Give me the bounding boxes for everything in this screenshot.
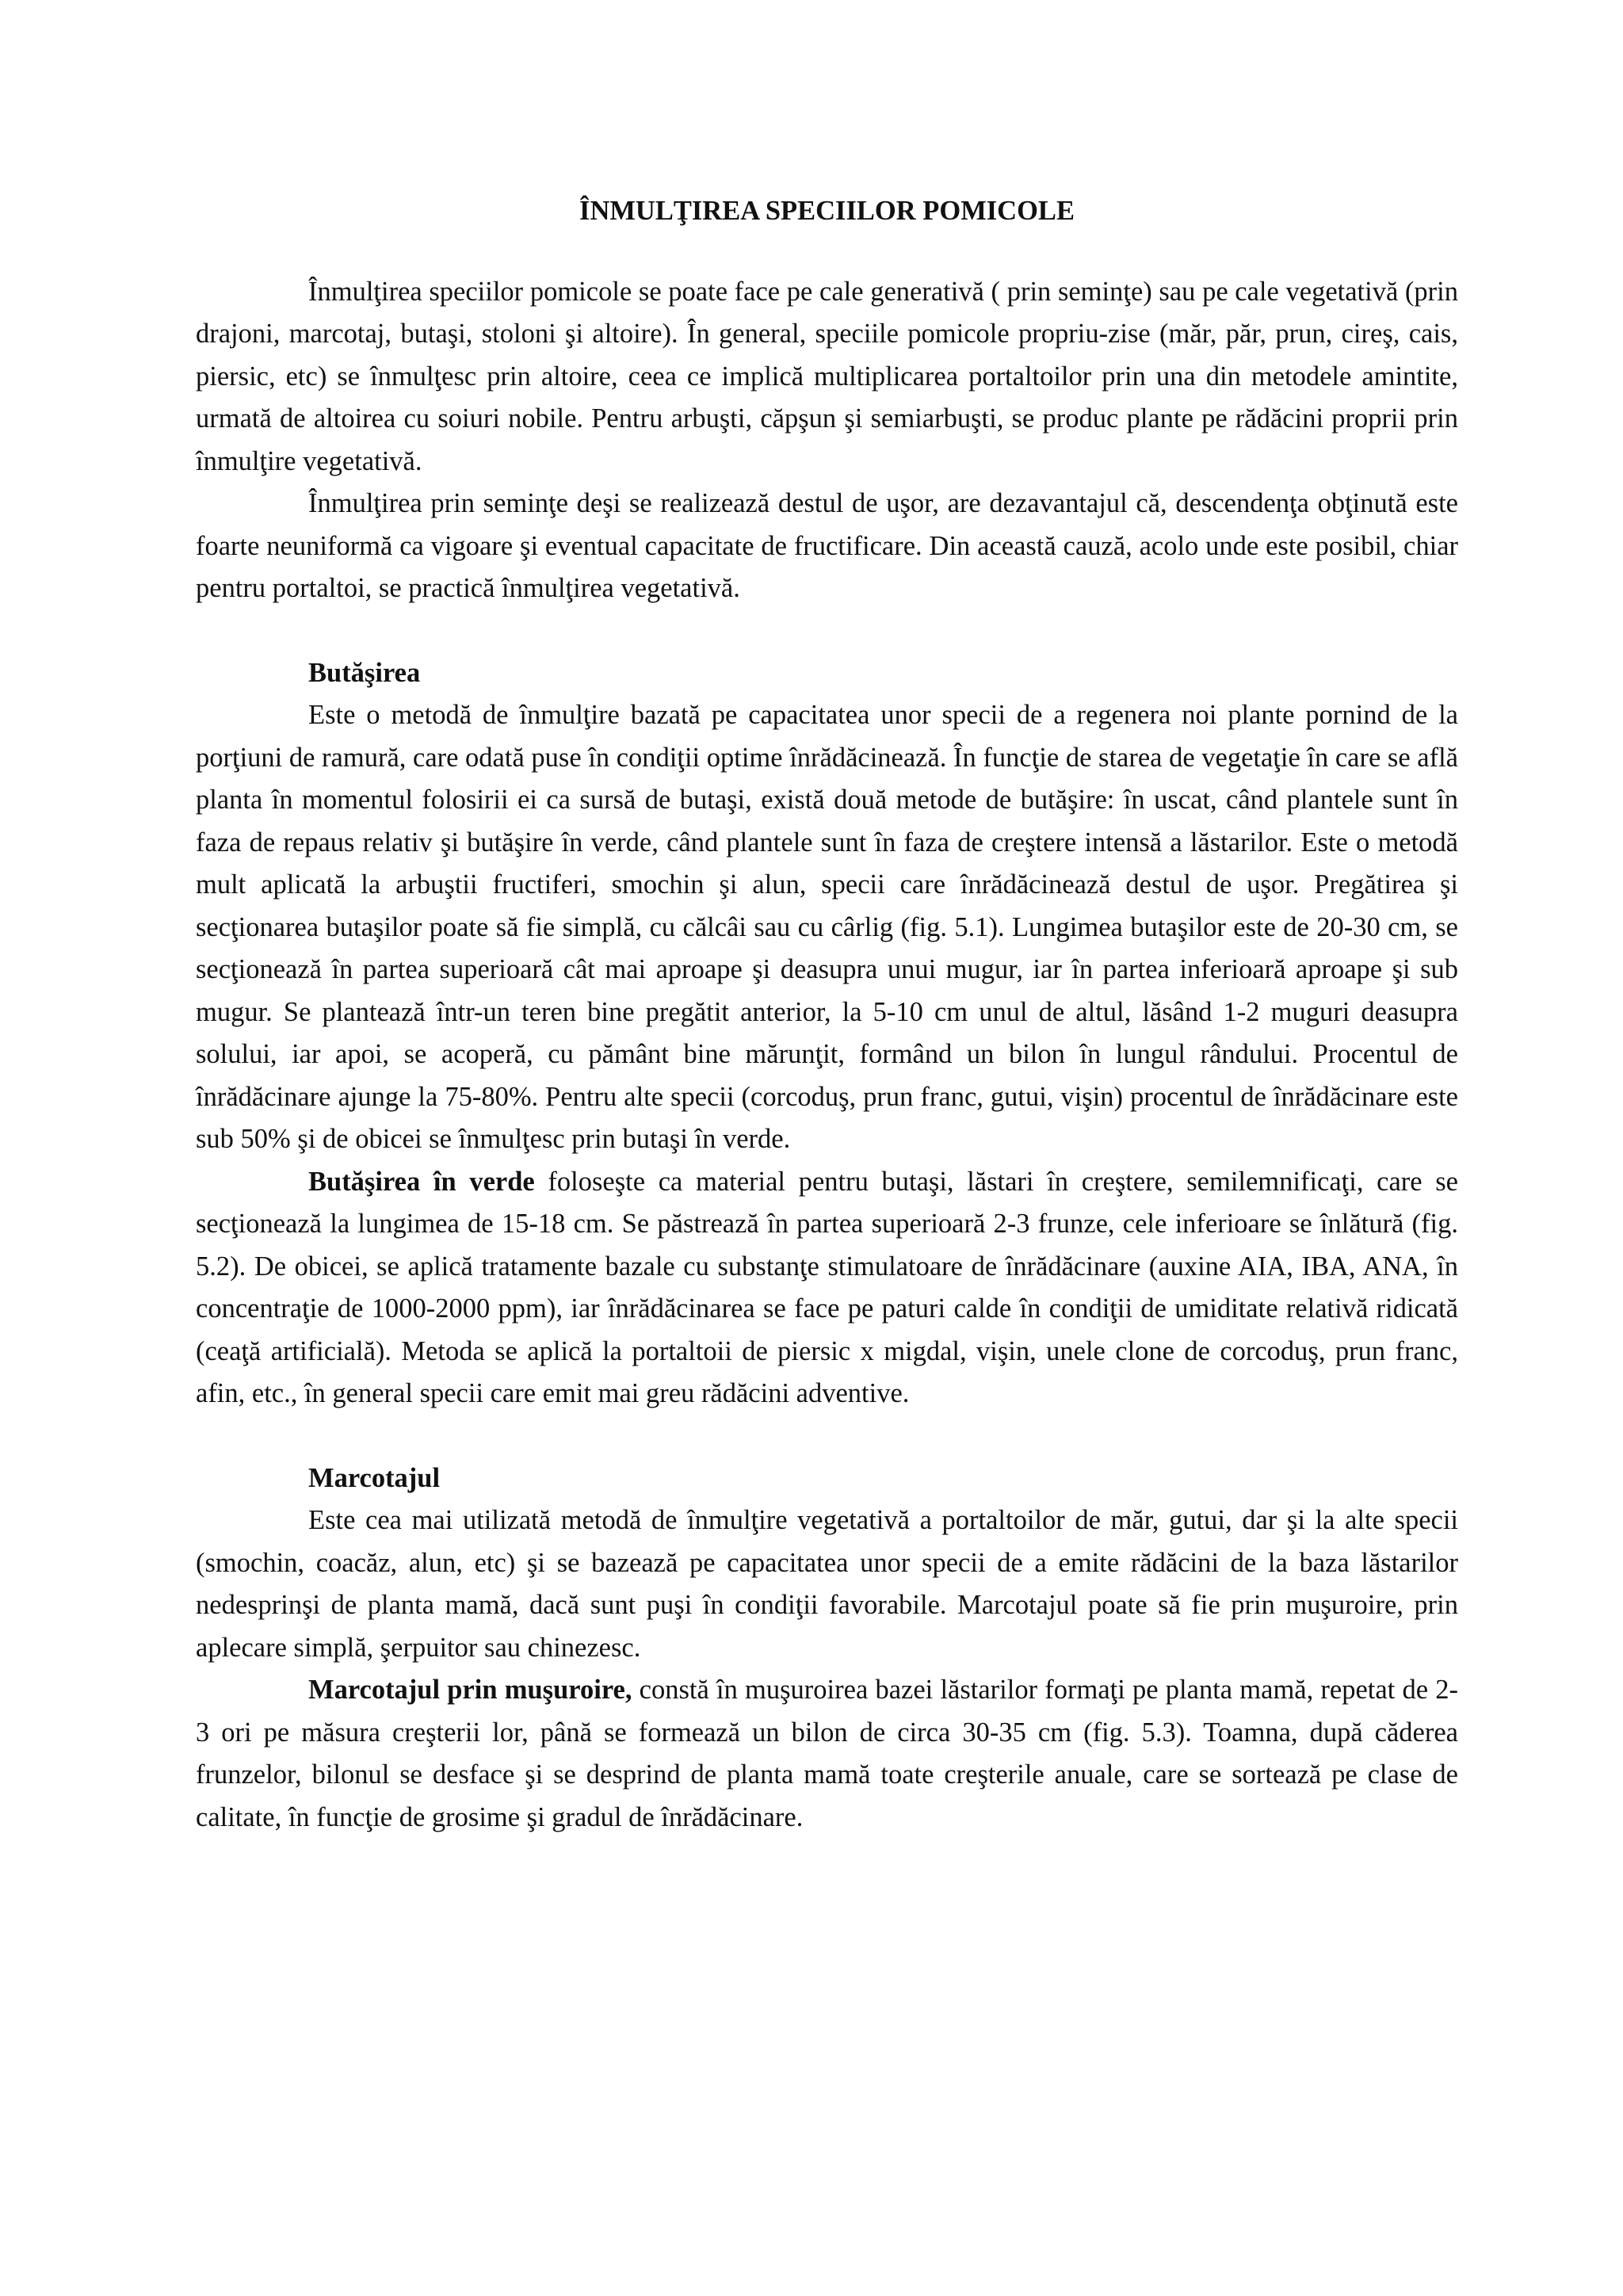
marcotajul-paragraph-2 [196, 1669, 1458, 1839]
section-heading-butasirea: Butăşirea [308, 657, 421, 688]
document-page [196, 190, 1458, 1839]
butasirea-verde-text: foloseşte ca material pentru butaşi, lăstari în creştere, semilemnificaţi, care se secţionează la lungimea de 15-18 cm. Se păstrează în partea superioară 2-3 frunze, cele inferioare se înlătură (fig. 5.2). De obicei, se aplică tratamente bazale cu substanţe stimulatoare de înrădăcinare (auxine AIA, IBA, ANA, în concentraţie de 1000-2000 ppm), iar înrădăcinarea se face pe paturi calde în condiţii de umiditate relativă ridicată (ceaţă artificială). Metoda se aplică la portaltoii de piersic x migdal, vişin, unele clone de corcoduş, prun franc, afin, etc., în general specii care emit mai greu rădăcini adventive. [196, 1166, 1458, 1408]
butasirea-paragraph-2 [196, 1161, 1458, 1415]
butasirea-verde-lead: Butăşirea în verde [308, 1166, 535, 1197]
intro-paragraph-2: Înmulţirea prin seminţe deşi se realizează destul de uşor, are dezavantajul că, descendenţa obţinută este foarte neuniformă ca vigoare şi eventual capacitate de fructificare. Din această cauză, acolo unde este posibil, chiar pentru portaltoi, se practică înmulţirea vegetativă. [196, 488, 1458, 603]
marcotajul-paragraph-1: Este cea mai utilizată metodă de înmulţire vegetativă a portaltoilor de măr, gutui, dar şi la alte specii (smochin, coacăz, alun, etc) şi se bazează pe capacitatea unor specii de a emite rădăcini de la baza lăstarilor nedesprinşi de planta mamă, dacă sunt puşi în condiţii favorabile. Marcotajul poate să fie prin muşuroire, prin aplecare simplă, şerpuitor sau chinezesc. [196, 1505, 1458, 1663]
intro-paragraph-1: Înmulţirea speciilor pomicole se poate face pe cale generativă ( prin seminţe) sau pe cale vegetativă (prin drajoni, marcotaj, butaşi, stoloni şi altoire). În general, speciile pomicole propriu-zise (măr, păr, prun, cireş, cais, piersic, etc) se înmulţesc prin altoire, ceea ce implică multiplicarea portaltoilor prin una din metodele amintite, urmată de altoirea cu soiuri nobile. Pentru arbuşti, căpşun şi semiarbuşti, se produc plante pe rădăcini proprii prin înmulţire vegetativă. [196, 276, 1458, 476]
page-title: ÎNMULŢIREA SPECIILOR POMICOLE [579, 196, 1075, 226]
marcotajul-musuroire-lead: Marcotajul prin muşuroire, [308, 1675, 632, 1705]
butasirea-paragraph-1: Este o metodă de înmulţire bazată pe capacitatea unor specii de a regenera noi plante pornind de la porţiuni de ramură, care odată puse în condiţii optime înrădăcinează. În funcţie de starea de vegetaţie în care se află planta în momentul folosirii ei ca sursă de butaşi, există două metode de butăşire: în uscat, când plantele sunt în faza de repaus relativ şi butăşire în verde, când plantele sunt în faza de creştere intensă a lăstarilor. Este o metodă mult aplicată la arbuştii fructiferi, smochin şi alun, specii care înrădăcinează destul de uşor. Pregătirea şi secţionarea butaşilor poate să fie simplă, cu călcâi sau cu cârlig (fig. 5.1). Lungimea butaşilor este de 20-30 cm, se secţionează în partea superioară cât mai aproape şi deasupra unui mugur, iar în partea inferioară aproape şi sub mugur. Se plantează într-un teren bine pregătit anterior, la 5-10 cm unul de altul, lăsând 1-2 muguri deasupra solului, iar apoi, se acoperă, cu pământ bine mărunţit, formând un bilon în lungul rândului. Procentul de înrădăcinare ajunge la 75-80%. Pentru alte specii (corcoduş, prun franc, gutui, vişin) procentul de înrădăcinare este sub 50% şi de obicei se înmulţesc prin butaşi în verde. [196, 700, 1458, 1154]
section-heading-marcotajul: Marcotajul [308, 1462, 441, 1493]
marcotajul-musuroire-text: constă în muşuroirea bazei lăstarilor formaţi pe planta mamă, repetat de 2-3 ori pe măsura creşterii lor, până se formează un bilon de circa 30-35 cm (fig. 5.3). Toamna, după căderea frunzelor, bilonul se desface şi se desprind de planta mamă toate creşterile anuale, care se sortează pe clase de calitate, în funcţie de grosime şi gradul de înrădăcinare. [196, 1675, 1458, 1832]
